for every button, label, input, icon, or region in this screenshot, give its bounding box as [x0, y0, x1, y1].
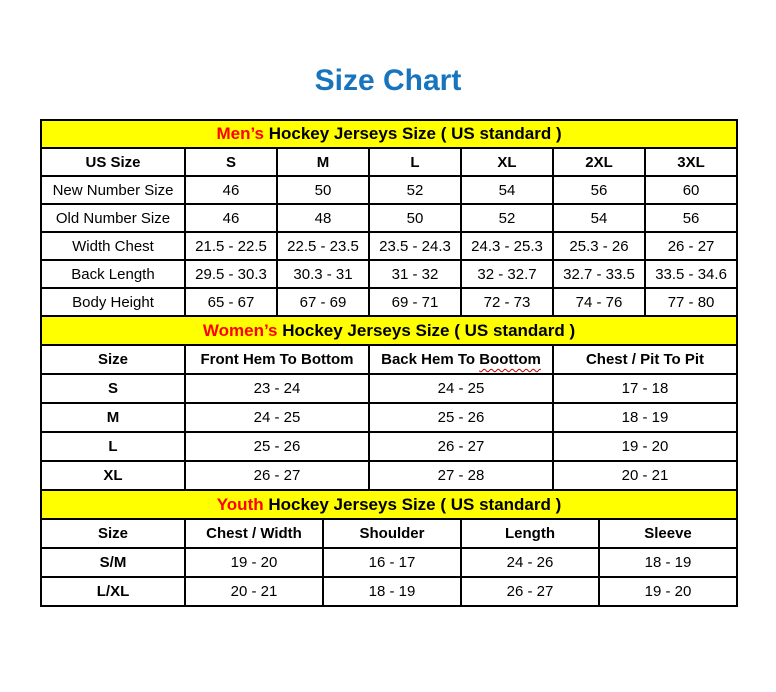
- size-value-cell: 29.5 - 30.3: [185, 260, 277, 288]
- size-value-cell: 33.5 - 34.6: [645, 260, 737, 288]
- column-header: Size: [41, 345, 185, 374]
- size-value-cell: 77 - 80: [645, 288, 737, 316]
- womens-highlight-label: Women’s: [202, 320, 278, 340]
- mens-band-row: [41, 120, 737, 148]
- column-header-text: Back Hem To: [381, 351, 480, 368]
- size-value-cell: 24.3 - 25.3: [461, 232, 553, 260]
- size-value-cell: 67 - 69: [277, 288, 369, 316]
- column-header: 2XL: [553, 148, 645, 176]
- size-value-cell: 50: [277, 176, 369, 204]
- womens-size-table: [40, 315, 738, 491]
- size-value-cell: 54: [461, 176, 553, 204]
- column-header: Length: [461, 519, 599, 548]
- size-value-cell: 18 - 19: [599, 548, 737, 577]
- table-row: [41, 204, 737, 232]
- misspelled-word: Boottom: [479, 351, 541, 368]
- size-value-cell: 25 - 26: [185, 432, 369, 461]
- row-label: Width Chest: [41, 232, 185, 260]
- size-value-cell: 52: [369, 176, 461, 204]
- row-label: L: [41, 432, 185, 461]
- size-value-cell: 26 - 27: [461, 577, 599, 606]
- size-value-cell: 23.5 - 24.3: [369, 232, 461, 260]
- column-header: [369, 345, 553, 374]
- size-value-cell: 22.5 - 23.5: [277, 232, 369, 260]
- womens-band-text: Hockey Jerseys Size ( US standard ): [277, 320, 576, 340]
- column-header: Front Hem To Bottom: [185, 345, 369, 374]
- mens-section-header: [41, 120, 737, 148]
- size-value-cell: 46: [185, 176, 277, 204]
- column-header: Chest / Pit To Pit: [553, 345, 737, 374]
- table-row: [41, 260, 737, 288]
- size-value-cell: 24 - 26: [461, 548, 599, 577]
- row-label: New Number Size: [41, 176, 185, 204]
- size-value-cell: 21.5 - 22.5: [185, 232, 277, 260]
- size-value-cell: 32.7 - 33.5: [553, 260, 645, 288]
- size-value-cell: 54: [553, 204, 645, 232]
- size-value-cell: 72 - 73: [461, 288, 553, 316]
- size-value-cell: 26 - 27: [185, 461, 369, 490]
- row-label: S: [41, 374, 185, 403]
- youth-section-header: [41, 490, 737, 519]
- table-row: [41, 548, 737, 577]
- column-header: Size: [41, 519, 185, 548]
- column-header: Shoulder: [323, 519, 461, 548]
- size-value-cell: 32 - 32.7: [461, 260, 553, 288]
- table-row: [41, 374, 737, 403]
- column-header: M: [277, 148, 369, 176]
- mens-size-table: [40, 119, 738, 317]
- size-value-cell: 16 - 17: [323, 548, 461, 577]
- row-label: XL: [41, 461, 185, 490]
- table-row: [41, 577, 737, 606]
- size-value-cell: 26 - 27: [645, 232, 737, 260]
- mens-highlight-label: Men’s: [216, 124, 264, 143]
- column-header: Sleeve: [599, 519, 737, 548]
- size-value-cell: 19 - 20: [553, 432, 737, 461]
- table-row: [41, 461, 737, 490]
- size-value-cell: 31 - 32: [369, 260, 461, 288]
- size-value-cell: 20 - 21: [553, 461, 737, 490]
- youth-highlight-label: Youth: [216, 494, 264, 514]
- row-label: M: [41, 403, 185, 432]
- mens-band-text: Hockey Jerseys Size ( US standard ): [264, 124, 562, 143]
- youth-size-table: [40, 489, 738, 607]
- size-value-cell: 17 - 18: [553, 374, 737, 403]
- column-header: XL: [461, 148, 553, 176]
- size-value-cell: 30.3 - 31: [277, 260, 369, 288]
- youth-header-row: [41, 519, 737, 548]
- size-value-cell: 65 - 67: [185, 288, 277, 316]
- size-value-cell: 74 - 76: [553, 288, 645, 316]
- size-value-cell: 69 - 71: [369, 288, 461, 316]
- size-value-cell: 18 - 19: [323, 577, 461, 606]
- size-value-cell: 46: [185, 204, 277, 232]
- size-value-cell: 56: [645, 204, 737, 232]
- column-header: L: [369, 148, 461, 176]
- size-value-cell: 23 - 24: [185, 374, 369, 403]
- size-value-cell: 50: [369, 204, 461, 232]
- youth-band-row: [41, 490, 737, 519]
- size-value-cell: 25 - 26: [369, 403, 553, 432]
- page-title: Size Chart: [314, 64, 462, 97]
- column-header: Chest / Width: [185, 519, 323, 548]
- size-value-cell: 27 - 28: [369, 461, 553, 490]
- row-label: Body Height: [41, 288, 185, 316]
- womens-band-row: [41, 316, 737, 345]
- size-value-cell: 24 - 25: [369, 374, 553, 403]
- column-header: S: [185, 148, 277, 176]
- size-value-cell: 25.3 - 26: [553, 232, 645, 260]
- size-value-cell: 19 - 20: [185, 548, 323, 577]
- size-value-cell: 52: [461, 204, 553, 232]
- size-chart-tables: [40, 119, 736, 607]
- youth-band-text: Hockey Jerseys Size ( US standard ): [263, 494, 562, 514]
- womens-header-row: [41, 345, 737, 374]
- table-row: [41, 176, 737, 204]
- table-row: [41, 432, 737, 461]
- size-value-cell: 20 - 21: [185, 577, 323, 606]
- row-label: Back Length: [41, 260, 185, 288]
- size-value-cell: 19 - 20: [599, 577, 737, 606]
- column-header: US Size: [41, 148, 185, 176]
- row-label: L/XL: [41, 577, 185, 606]
- mens-header-row: [41, 148, 737, 176]
- row-label: S/M: [41, 548, 185, 577]
- size-value-cell: 56: [553, 176, 645, 204]
- row-label: Old Number Size: [41, 204, 185, 232]
- size-value-cell: 26 - 27: [369, 432, 553, 461]
- table-row: [41, 403, 737, 432]
- size-value-cell: 48: [277, 204, 369, 232]
- womens-section-header: [41, 316, 737, 345]
- size-value-cell: 24 - 25: [185, 403, 369, 432]
- size-value-cell: 18 - 19: [553, 403, 737, 432]
- table-row: [41, 232, 737, 260]
- size-value-cell: 60: [645, 176, 737, 204]
- table-row: [41, 288, 737, 316]
- column-header: 3XL: [645, 148, 737, 176]
